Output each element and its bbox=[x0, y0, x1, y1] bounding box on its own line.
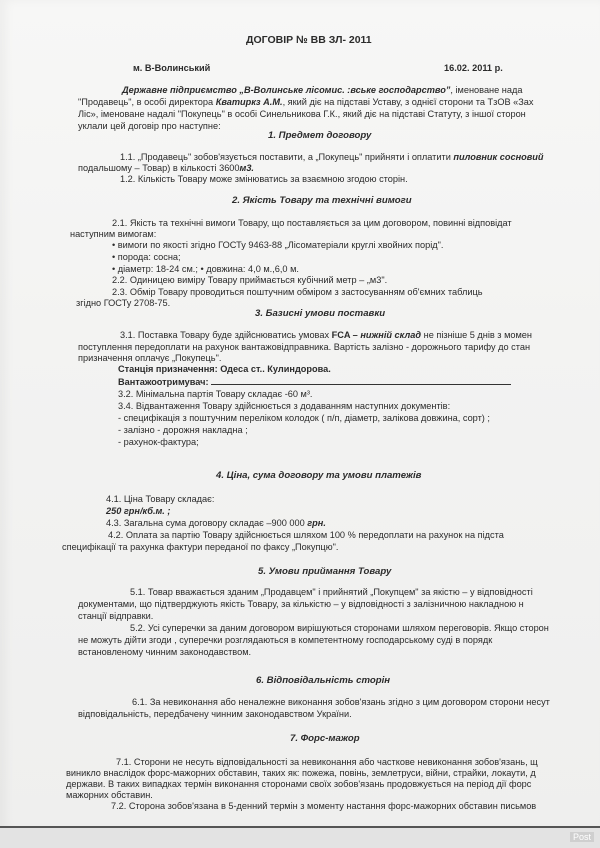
destination-station: Станція призначення: Одеса ст.. Кулиндорова. bbox=[118, 364, 331, 374]
document-title: ДОГОВІР № ВВ ЗЛ- 2011 bbox=[246, 34, 372, 46]
clause-4-1: 4.1. Ціна Товару складає: bbox=[106, 494, 215, 504]
clause-1-1-cont bbox=[78, 163, 254, 174]
section-2-heading: 2. Якість Товару та технічні вимоги bbox=[232, 195, 412, 206]
clause-3-1-cont: поступлення передоплати на рахунок вантажовідправника. Вартість залізно - дорожнього тарифу до стан bbox=[78, 342, 531, 352]
clause-2-3: 2.3. Обмір Товару проводиться поштучним обміром з застосуванням об'ємних таблиць bbox=[112, 287, 483, 297]
director-name: Кватиркз А.М. bbox=[215, 97, 283, 107]
clause-7-1-cont: виникло внаслідок форс-мажорних обставин, таких як: пожежа, повінь, землетруси, війни, страйки, локаути, д bbox=[66, 768, 536, 778]
preamble-text: "Продавець", в особі директора bbox=[78, 97, 216, 107]
requirement-quality: • вимоги по якості згідно ГОСТу 9463-88 „Лісоматеріали круглі хвойних порід". bbox=[112, 240, 444, 250]
preamble-line-1 bbox=[122, 85, 522, 96]
document-item-invoice: - рахунок-фактура; bbox=[118, 437, 199, 447]
document-item-specification: - специфікація з поштучним переліком колодок ( п/п, діаметр, залікова довжина, сорт) ; bbox=[118, 413, 490, 423]
clause-2-2: 2.2. Одиницею виміру Товару приймається кубічний метр – „м3". bbox=[112, 275, 388, 285]
consignee-blank-line bbox=[211, 376, 511, 385]
seller-name: Державне підприємство „В-Волинське лісомис. :вське господарство” bbox=[122, 85, 451, 95]
clause-5-2-cont-2: встановленому чинним законодавством. bbox=[78, 647, 252, 657]
price-value: 250 грн/кб.м. ; bbox=[106, 506, 171, 516]
section-6-heading: 6. Відповідальність сторін bbox=[256, 675, 391, 686]
section-4-heading: 4. Ціна, сума договору та умови платежів bbox=[216, 470, 422, 481]
product-name: пиловник сосновий bbox=[453, 152, 544, 162]
section-1-heading: 1. Предмет договору bbox=[268, 130, 372, 141]
clause-7-2: 7.2. Сторона зобов'язана в 5-денний термін з моменту настання форс-мажорних обставин письмов bbox=[111, 801, 537, 811]
clause-1-1 bbox=[120, 152, 544, 163]
clause-2-1: 2.1. Якість та технічні вимоги Товару, що поставляється за цим договором, повинні відповідат bbox=[112, 218, 512, 228]
section-7-heading: 7. Форс-мажор bbox=[290, 733, 360, 744]
preamble-line-3: Ліс», іменоване надалі "Покупець" в особі Синельникова Г.К., який діє на підставі Статуту, з іншої сторон bbox=[78, 109, 526, 119]
clause-5-1-cont-2: станції відправки. bbox=[78, 611, 154, 621]
section-5-heading: 5. Умови приймання Товару bbox=[258, 566, 392, 577]
currency: грн. bbox=[307, 518, 326, 528]
scan-bottom-edge bbox=[0, 826, 600, 848]
document-date: 16.02. 2011 р. bbox=[444, 63, 503, 73]
clause-4-2-cont: специфікації та рахунка фактури переданої по факсу „Покупцю". bbox=[62, 542, 339, 552]
consignee-label: Вантажоотримувач: bbox=[118, 377, 209, 387]
clause-4-3 bbox=[106, 518, 326, 529]
section-3-heading: 3. Базисні умови поставки bbox=[255, 308, 386, 319]
clause-5-2: 5.2. Усі суперечки за даним договором вирішуються сторонами шляхом переговорів. Якщо сторон bbox=[130, 623, 549, 633]
clause-7-1: 7.1. Сторони не несуть відповідальності за невиконання або часткове невиконання зобов'язань, щ bbox=[116, 757, 538, 767]
requirement-dimensions: • діаметр: 18-24 см.; • довжина: 4,0 м.,6,0 м. bbox=[112, 264, 299, 274]
requirement-species: • порода: сосна; bbox=[112, 252, 181, 262]
preamble-line-2 bbox=[78, 97, 534, 108]
total-sum: 4.3. Загальна сума договору складає –900 000 bbox=[106, 518, 308, 528]
clause-6-1-cont: відповідальність, передбачену чинним законодавством України. bbox=[78, 709, 352, 719]
preamble-text: , іменоване нада bbox=[450, 85, 523, 95]
watermark: Post bbox=[570, 832, 594, 842]
clause-3-1 bbox=[120, 330, 532, 341]
delivery-place: нижній склад bbox=[360, 330, 422, 340]
clause-text: 3.1. Поставка Товару буде здійснюватись умовах bbox=[120, 330, 332, 340]
clause-3-4: 3.4. Відвантаження Товару здійснюється з додаванням наступних документів: bbox=[118, 401, 451, 411]
clause-text: подальшому – Товар) в кількості 3600 bbox=[78, 163, 240, 173]
clause-4-2: 4.2. Оплата за партію Товару здійснюється шляхом 100 % передоплати на рахунок на підста bbox=[108, 530, 504, 540]
consignee-field bbox=[118, 376, 511, 388]
clause-2-1-cont: наступним вимогам: bbox=[70, 229, 157, 239]
clause-6-1: 6.1. За невиконання або неналежне виконання зобов'язань згідно з цим договором сторони несут bbox=[132, 697, 550, 707]
clause-5-2-cont: не можуть дійти згоди , суперечки розглядаються в компетентному господарському суді в порядк bbox=[78, 635, 493, 645]
clause-1-2: 1.2. Кількість Товару може змінюватись за взаємною згодою сторін. bbox=[120, 174, 408, 184]
clause-3-2: 3.2. Мінімальна партія Товару складає -60 м³. bbox=[118, 389, 313, 399]
incoterm: FCA – bbox=[331, 330, 361, 340]
document-city: м. В-Волинський bbox=[133, 63, 211, 73]
unit: м3. bbox=[239, 163, 254, 173]
preamble-line-4: уклали цей договір про наступне: bbox=[78, 121, 221, 131]
clause-5-1: 5.1. Товар вважається зданим „Продавцем" і прийнятий „Покупцем" за якістю – у відповідності bbox=[130, 587, 533, 597]
clause-text: 1.1. „Продавець" зобов'язується поставити, а „Покупець" прийняти і оплатити bbox=[120, 152, 454, 162]
clause-7-1-cont-2: держави. В таких випадках термін виконання сторонами своїх зобов'язань продовжується на період дії форс bbox=[66, 779, 532, 789]
preamble-text: , який діє на підставі Уставу, з однієї сторони та ТзОВ «Зах bbox=[282, 97, 534, 107]
document-item-waybill: - залізно - дорожня накладна ; bbox=[118, 425, 248, 435]
clause-7-1-cont-3: мажорних обставин. bbox=[66, 790, 153, 800]
clause-5-1-cont: документами, що підтверджують якість Товару, за кількістю – у відповідності з залізничною накладною н bbox=[78, 599, 524, 609]
clause-3-1-cont-2: призначення оплачує „Покупець". bbox=[78, 353, 222, 363]
clause-2-3-cont: згідно ГОСТу 2708-75. bbox=[76, 298, 171, 308]
clause-text: не пізніше 5 днів з момен bbox=[421, 330, 532, 340]
